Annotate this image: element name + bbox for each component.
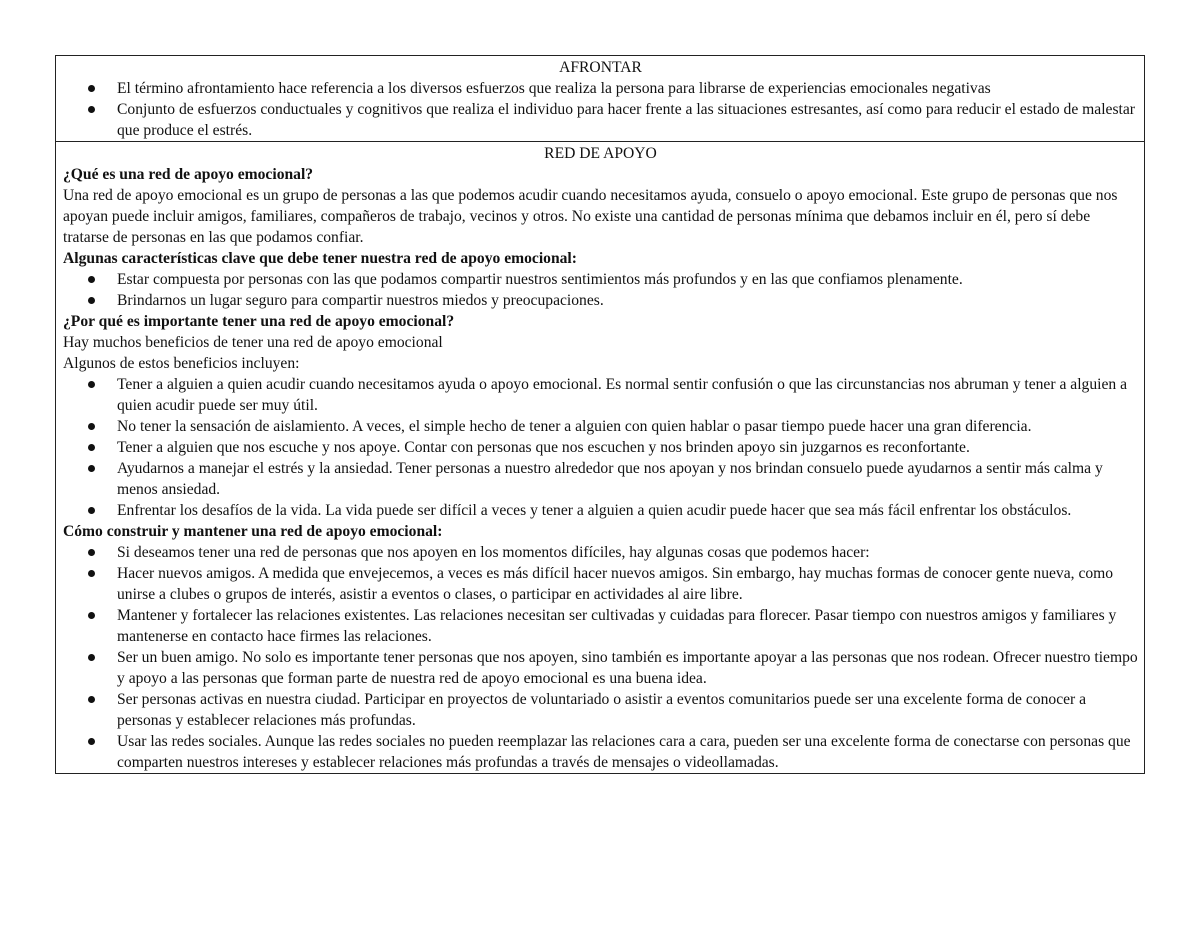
list-item-text: Conjunto de esfuerzos conductuales y cognitivos que realiza el individuo para hacer frente a las situaciones estresantes, así como para reducir el estado de malestar que produce el estrés. xyxy=(117,101,1135,139)
afrontar-list xyxy=(63,78,1138,141)
bullet-icon xyxy=(88,381,95,388)
bullet-icon xyxy=(88,612,95,619)
bullet-icon xyxy=(88,106,95,113)
bullet-icon xyxy=(88,549,95,556)
caracteristicas-list xyxy=(63,269,1138,311)
list-item xyxy=(117,689,1138,731)
bullet-icon xyxy=(88,297,95,304)
red-apoyo-row xyxy=(56,142,1145,774)
list-item xyxy=(117,290,1138,311)
afrontar-title: AFRONTAR xyxy=(559,59,642,76)
red-apoyo-title: RED DE APOYO xyxy=(544,145,657,162)
list-item-text: Ser un buen amigo. No solo es importante tener personas que nos apoyen, sino también es importante apoyar a las personas que nos rodean. Ofrecer nuestro tiempo y apoyo a las personas que forman parte de nuestra red de apoyo emocional es una buena idea. xyxy=(117,649,1138,687)
list-item xyxy=(117,416,1138,437)
list-item-text: No tener la sensación de aislamiento. A veces, el simple hecho de tener a alguien con quien hablar o pasar tiempo puede hacer una gran diferencia. xyxy=(117,418,1032,435)
list-item-text: Enfrentar los desafíos de la vida. La vida puede ser difícil a veces y tener a alguien a quien acudir puede hacer que sea más fácil enfrentar los obstáculos. xyxy=(117,502,1072,519)
afrontar-cell xyxy=(56,56,1145,142)
bullet-icon xyxy=(88,444,95,451)
bullet-icon xyxy=(88,465,95,472)
list-item xyxy=(117,437,1138,458)
bullet-icon xyxy=(88,570,95,577)
list-item xyxy=(117,458,1138,500)
paragraph: Algunos de estos beneficios incluyen: xyxy=(63,355,300,372)
list-item xyxy=(117,731,1138,773)
red-apoyo-cell xyxy=(56,142,1145,774)
list-item xyxy=(117,269,1138,290)
section-heading: Cómo construir y mantener una red de apoyo emocional: xyxy=(63,523,443,540)
list-item-text: Estar compuesta por personas con las que podamos compartir nuestros sentimientos más profundos y en las que confiamos plenamente. xyxy=(117,271,963,288)
paragraph: Hay muchos beneficios de tener una red de apoyo emocional xyxy=(63,334,443,351)
content-table xyxy=(55,55,1145,774)
list-item xyxy=(117,99,1138,141)
list-item xyxy=(117,78,1138,99)
paragraph: Una red de apoyo emocional es un grupo de personas a las que podemos acudir cuando necesitamos ayuda, consuelo o apoyo emocional. Este grupo de personas que nos apoyan puede incluir amigos, familiares, compañeros de trabajo, vecinos y otros. No existe una cantidad de personas mínima que debamos incluir en él, pero sí debe tratarse de personas en las que podamos confiar. xyxy=(63,187,1118,246)
list-item-text: El término afrontamiento hace referencia a los diversos esfuerzos que realiza la persona para librarse de experiencias emocionales negativas xyxy=(117,80,991,97)
section-heading: Algunas características clave que debe tener nuestra red de apoyo emocional: xyxy=(63,250,577,267)
list-item-text: Hacer nuevos amigos. A medida que envejecemos, a veces es más difícil hacer nuevos amigos. Sin embargo, hay muchas formas de conocer gente nueva, como unirse a clubes o grupos de interés, asistir a eventos o clases, o participar en actividades al aire libre. xyxy=(117,565,1114,603)
list-item-text: Ser personas activas en nuestra ciudad. Participar en proyectos de voluntariado o asistir a eventos comunitarios puede ser una excelente forma de conocer a personas y establecer relaciones más profundas. xyxy=(117,691,1087,729)
list-item-text: Mantener y fortalecer las relaciones existentes. Las relaciones necesitan ser cultivadas y cuidadas para florecer. Pasar tiempo con nuestros amigos y familiares y mantenerse en contacto hace firmes las relaciones. xyxy=(117,607,1117,645)
afrontar-row xyxy=(56,56,1145,142)
beneficios-list xyxy=(63,374,1138,521)
section-heading: ¿Qué es una red de apoyo emocional? xyxy=(63,166,314,183)
list-item xyxy=(117,563,1138,605)
list-item xyxy=(117,647,1138,689)
bullet-icon xyxy=(88,696,95,703)
list-item-text: Brindarnos un lugar seguro para compartir nuestros miedos y preocupaciones. xyxy=(117,292,604,309)
bullet-icon xyxy=(88,276,95,283)
list-item-text: Ayudarnos a manejar el estrés y la ansiedad. Tener personas a nuestro alrededor que nos apoyan y nos brindan consuelo puede ayudarnos a sentir más calma y menos ansiedad. xyxy=(117,460,1103,498)
construir-list xyxy=(63,542,1138,773)
list-item xyxy=(117,542,1138,563)
bullet-icon xyxy=(88,654,95,661)
bullet-icon xyxy=(88,738,95,745)
list-item-text: Tener a alguien que nos escuche y nos apoye. Contar con personas que nos escuchen y nos brinden apoyo sin juzgarnos es reconfortante. xyxy=(117,439,970,456)
section-heading: ¿Por qué es importante tener una red de apoyo emocional? xyxy=(63,313,455,330)
list-item-text: Si deseamos tener una red de personas que nos apoyen en los momentos difíciles, hay algunas cosas que podemos hacer: xyxy=(117,544,870,561)
bullet-icon xyxy=(88,85,95,92)
list-item xyxy=(117,605,1138,647)
list-item-text: Tener a alguien a quien acudir cuando necesitamos ayuda o apoyo emocional. Es normal sentir confusión o que las circunstancias nos abruman y tener a alguien a quien acudir puede ser muy útil. xyxy=(117,376,1127,414)
bullet-icon xyxy=(88,507,95,514)
list-item-text: Usar las redes sociales. Aunque las redes sociales no pueden reemplazar las relaciones cara a cara, pueden ser una excelente forma de conectarse con personas que comparten nuestros intereses y establecer relaciones más profundas a través de mensajes o videollamadas. xyxy=(117,733,1131,771)
list-item xyxy=(117,500,1138,521)
list-item xyxy=(117,374,1138,416)
bullet-icon xyxy=(88,423,95,430)
